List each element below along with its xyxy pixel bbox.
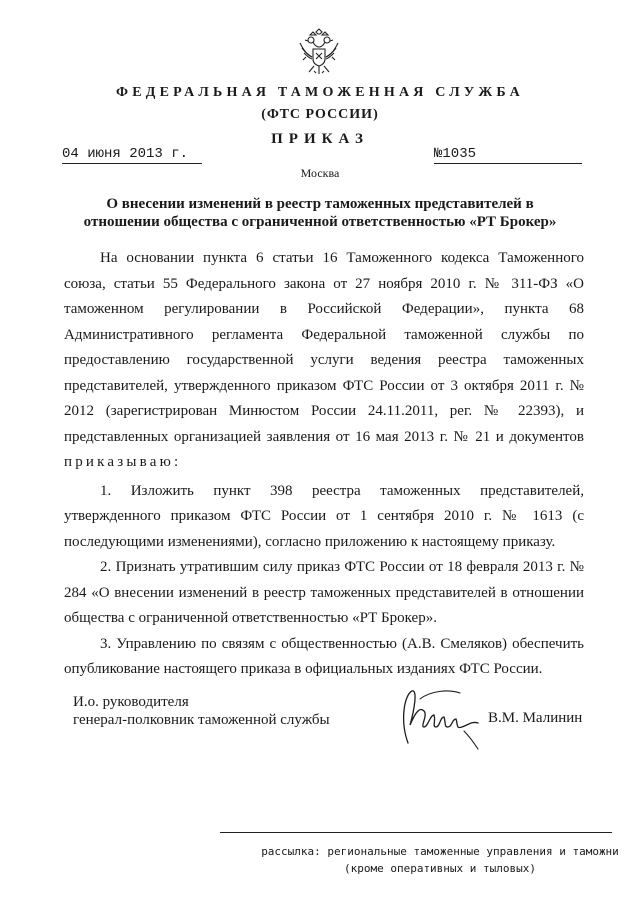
signer-name: В.М. Малинин — [488, 710, 583, 726]
agency-abbreviation: (ФТС РОССИИ) — [261, 107, 379, 122]
order-number: №1035 — [434, 146, 582, 164]
order-item-1: 1. Изложить пункт 398 реестра таможенных представителей, утвержденного приказом ФТС России от 1 сентября 2010 г. № 1613 (с последующими изменениями), согласно приложению к настоящему приказу. — [64, 482, 584, 550]
handwritten-signature — [390, 681, 490, 751]
document-title: О внесении изменений в реестр таможенных представителей в отношении общества с ограниченной ответственностью «РТ Брокер» — [83, 196, 557, 230]
signer-position: И.о. руководителя — [73, 694, 189, 710]
order-phrase: приказываю: — [64, 454, 182, 470]
distribution-line-1: рассылка: региональные таможенные управления и таможни — [261, 845, 619, 858]
order-item-3: 3. Управлению по связям с общественностью (А.В. Смеляков) обеспечить опубликование настоящего приказа в официальных изданиях ФТС России. — [64, 635, 584, 677]
order-date: 04 июня 2013 г. — [62, 146, 202, 164]
order-item-2: 2. Признать утратившим силу приказ ФТС России от 18 февраля 2013 г. № 284 «О внесении изменений в реестр таможенных представителей в отношении общества с ограниченной ответственностью «РТ Брокер». — [64, 559, 584, 626]
document-body — [64, 246, 584, 683]
preamble-text: На основании пункта 6 статьи 16 Таможенного кодекса Таможенного союза, статьи 55 Федерального закона от 27 ноября 2010 г. № 311-ФЗ «О таможенном регулировании в Российской Федерации», пункта 68 Административного регламента Федеральной таможенной службы по предоставлению государственной услуги ведения реестра таможенных представителей, утвержденного приказом ФТС России от 3 октября 2011 г. № 2012 (зарегистрирован Минюстом России 24.11.2011, рег. № 22393), и представленных организацией заявления от 16 мая 2013 г. № 21 и документов — [64, 250, 584, 445]
document-type: ПРИКАЗ — [271, 131, 369, 147]
distribution-line-2: (кроме оперативных и тыловых) — [343, 862, 537, 875]
double-headed-eagle-emblem-icon — [296, 27, 342, 77]
agency-name: ФЕДЕРАЛЬНАЯ ТАМОЖЕННАЯ СЛУЖБА — [116, 85, 524, 100]
distribution-divider — [220, 832, 612, 833]
city: Москва — [300, 166, 340, 180]
signer-rank: генерал-полковник таможенной службы — [73, 712, 330, 728]
preamble-paragraph — [64, 246, 584, 476]
distribution-list — [260, 843, 620, 877]
